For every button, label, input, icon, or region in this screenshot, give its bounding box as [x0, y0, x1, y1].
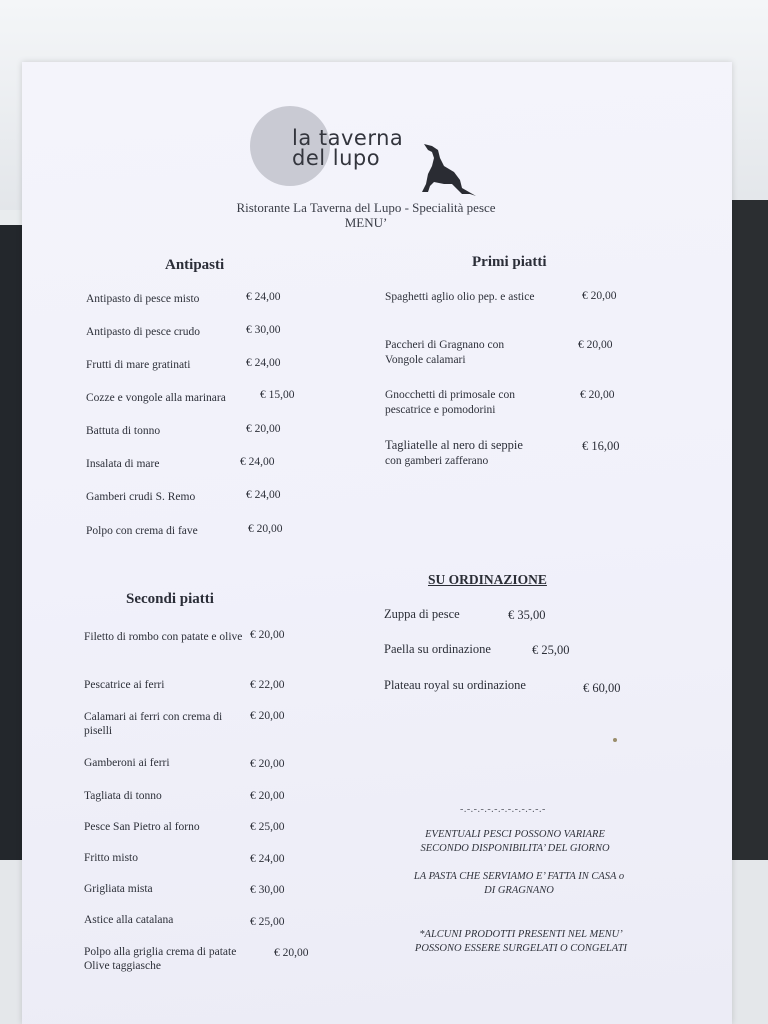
secondi-item-price: € 22,00 [250, 679, 285, 691]
secondi-item-price: € 25,00 [250, 916, 285, 928]
primi-item-name-continued: con gamberi zafferano [385, 455, 489, 467]
primi-item-price: € 20,00 [580, 389, 615, 401]
divider-dots: -.-.-.-.-.-.-.-.-.-.-.-.- [460, 804, 546, 815]
secondi-item-name: Pesce San Pietro al forno [84, 821, 200, 833]
secondi-item-price: € 20,00 [250, 758, 285, 770]
secondi-item-price: € 20,00 [250, 710, 285, 722]
restaurant-logo [292, 128, 403, 168]
secondi-item-price: € 24,00 [250, 853, 285, 865]
antipasti-item-name: Frutti di mare gratinati [86, 359, 191, 371]
secondi-item-name: Calamari ai ferri con crema di piselli [84, 711, 223, 737]
section-title-primi: Primi piatti [472, 254, 547, 270]
primi-item-price: € 16,00 [582, 439, 620, 453]
paper-speck [613, 738, 617, 742]
secondi-item-name: Astice alla catalana [84, 914, 174, 926]
secondi-item-price: € 20,00 [274, 947, 309, 959]
secondi-item-name: Filetto di rombo con patate e olive [84, 631, 243, 643]
secondi-item-price: € 20,00 [250, 790, 285, 802]
secondi-item-name: Polpo alla griglia crema di patate [84, 946, 237, 958]
antipasti-item-name: Antipasto di pesce misto [86, 293, 200, 305]
antipasti-item-price: € 30,00 [246, 324, 281, 336]
ordinazione-item-name: Plateau royal su ordinazione [384, 678, 526, 692]
secondi-item-price: € 20,00 [250, 629, 285, 641]
note-line: POSSONO ESSERE SURGELATI O CONGELATI [414, 943, 628, 954]
note-line: EVENTUALI PESCI POSSONO VARIARE [425, 829, 605, 840]
primi-item-name: Tagliatelle al nero di seppie [385, 438, 523, 452]
section-title-secondi: Secondi piatti [126, 591, 214, 607]
section-title-ordinazione: SU ORDINAZIONE [428, 572, 547, 587]
antipasti-item-price: € 24,00 [246, 489, 281, 501]
secondi-item-name: Pescatrice ai ferri [84, 679, 165, 691]
section-title-antipasti: Antipasti [165, 257, 225, 273]
logo-line-1: la taverna [292, 126, 404, 150]
restaurant-subtitle: Ristorante La Taverna del Lupo - Specialità pesce [236, 200, 496, 215]
menu-header [180, 200, 552, 230]
antipasti-item-price: € 20,00 [246, 423, 281, 435]
antipasti-item-name: Gamberi crudi S. Remo [86, 491, 196, 503]
antipasti-item-name: Antipasto di pesce crudo [86, 326, 201, 338]
logo-line-2: del lupo [292, 146, 381, 170]
antipasti-item-price: € 20,00 [248, 523, 283, 535]
primi-item-price: € 20,00 [578, 339, 613, 351]
secondi-item-name: Fritto misto [84, 852, 138, 864]
secondi-item-name-continued: Olive taggiasche [84, 960, 161, 972]
primi-item-price: € 20,00 [582, 290, 617, 302]
note-fish-availability [380, 828, 650, 856]
antipasti-item-price: € 24,00 [246, 291, 281, 303]
primi-item-name: Paccheri di Gragnano con [385, 339, 505, 351]
note-pasta [374, 870, 664, 898]
ordinazione-item-name: Zuppa di pesce [384, 607, 460, 621]
note-line: LA PASTA CHE SERVIAMO E’ FATTA IN CASA o [413, 871, 625, 882]
note-line: *ALCUNI PRODOTTI PRESENTI NEL MENU’ [419, 929, 623, 940]
howling-wolf-icon [418, 140, 478, 198]
primi-item-name-continued: pescatrice e pomodorini [385, 404, 496, 416]
antipasti-item-price: € 15,00 [260, 389, 295, 401]
note-frozen-products [376, 928, 666, 956]
primi-item-name: Gnocchetti di primosale con [385, 389, 515, 401]
note-line: DI GRAGNANO [484, 885, 554, 896]
primi-item-name: Spaghetti aglio olio pep. e astice [385, 291, 535, 303]
ordinazione-item-name: Paella su ordinazione [384, 642, 491, 656]
antipasti-item-price: € 24,00 [240, 456, 275, 468]
ordinazione-item-price: € 60,00 [583, 681, 621, 695]
primi-item-name-continued: Vongole calamari [385, 354, 466, 366]
ordinazione-item-price: € 25,00 [532, 643, 570, 657]
secondi-item-price: € 30,00 [250, 884, 285, 896]
antipasti-item-name: Insalata di mare [86, 458, 160, 470]
secondi-item-name: Gamberoni ai ferri [84, 757, 170, 769]
menu-label: MENU’ [344, 215, 388, 230]
ordinazione-item-price: € 35,00 [508, 608, 546, 622]
antipasti-item-name: Polpo con crema di fave [86, 525, 198, 537]
note-line: SECONDO DISPONIBILITA’ DEL GIORNO [420, 843, 610, 854]
secondi-item-name: Tagliata di tonno [84, 790, 162, 802]
secondi-item-name: Grigliata mista [84, 883, 153, 895]
antipasti-item-name: Battuta di tonno [86, 425, 161, 437]
secondi-item-price: € 25,00 [250, 821, 285, 833]
antipasti-item-price: € 24,00 [246, 357, 281, 369]
antipasti-item-name: Cozze e vongole alla marinara [86, 392, 226, 404]
